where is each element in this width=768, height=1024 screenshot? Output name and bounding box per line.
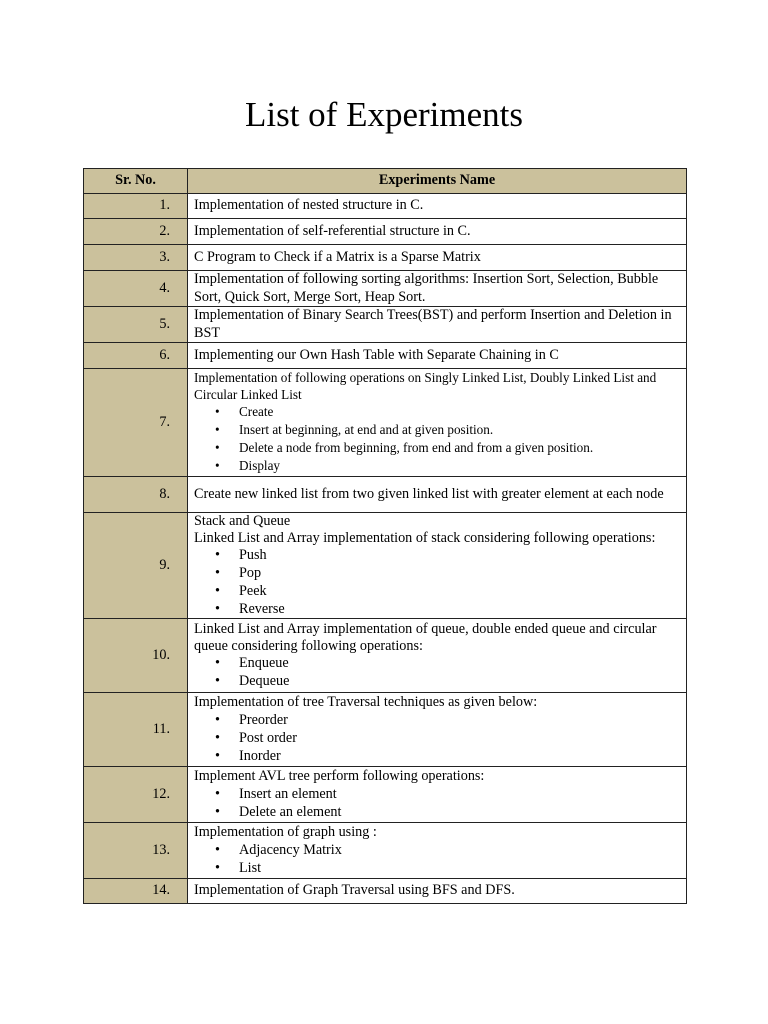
experiment-name: C Program to Check if a Matrix is a Sparse Matrix [188,245,687,271]
row-number: 9. [84,513,188,619]
row-number: 7. [84,369,188,477]
header-experiments-name: Experiments Name [188,169,687,194]
row-number: 2. [84,219,188,245]
experiment-cell [188,693,687,767]
row-number: 11. [84,693,188,767]
experiment-name: Implementation of self-referential structure in C. [188,219,687,245]
list-item: • Preorder [215,711,682,729]
row-number: 1. [84,194,188,219]
table-header-row [84,169,687,194]
experiment-cell [188,823,687,879]
table-row [84,369,687,477]
page-title: List of Experiments [244,95,523,134]
table-row [84,823,687,879]
row-number: 10. [84,619,188,693]
list-item: • Peek [215,582,682,600]
table-row [84,513,687,619]
header-sr-no: Sr. No. [84,169,188,194]
table-row [84,307,687,343]
experiment-name: Implement AVL tree perform following operations: [194,768,485,785]
list-item: • Create [215,403,682,421]
row-number: 5. [84,307,188,343]
operations-list [194,654,682,690]
list-item: • Push [215,546,682,564]
table-row [84,271,687,307]
experiment-name: Implementing our Own Hash Table with Separate Chaining in C [188,343,687,369]
experiment-cell [188,619,687,693]
row-number: 3. [84,245,188,271]
list-item: • Inorder [215,747,682,765]
list-item: • Post order [215,729,682,747]
experiment-name: Implementation of following operations on Singly Linked List, Doubly Linked List and Circular Linked List [194,370,657,402]
list-item: • Insert an element [215,785,682,803]
list-item: • Pop [215,564,682,582]
table-row [84,619,687,693]
operations-list [194,711,682,765]
table-row [84,879,687,904]
list-item: • Delete a node from beginning, from end and from a given position. [215,439,682,457]
experiment-name: Implementation of nested structure in C. [188,194,687,219]
list-item: • Delete an element [215,803,682,821]
operations-list [194,403,682,475]
experiment-name: Create new linked list from two given linked list with greater element at each node [188,477,687,513]
experiment-name: Implementation of Graph Traversal using BFS and DFS. [188,879,687,904]
operations-list [194,546,682,618]
list-item: • Insert at beginning, at end and at given position. [215,421,682,439]
row-number: 8. [84,477,188,513]
experiment-name: Implementation of graph using : [194,824,377,841]
list-item: • Enqueue [215,654,682,672]
experiment-name: Linked List and Array implementation of queue, double ended queue and circular queue considering following operations: [194,621,657,654]
experiment-name: Linked List and Array implementation of stack considering following operations: [194,529,656,546]
experiment-cell [188,369,687,477]
table-row [84,477,687,513]
row-number: 12. [84,767,188,823]
list-item: • Display [215,457,682,475]
operations-list [194,841,682,877]
row-number: 6. [84,343,188,369]
table-row [84,693,687,767]
experiment-cell [188,767,687,823]
table-row [84,194,687,219]
experiment-name: Implementation of following sorting algorithms: Insertion Sort, Selection, Bubble Sort, Quick Sort, Merge Sort, Heap Sort. [188,271,687,307]
table-row [84,343,687,369]
experiment-heading: Stack and Queue [194,513,291,529]
row-number: 13. [84,823,188,879]
list-item: • Adjacency Matrix [215,841,682,859]
table-row [84,767,687,823]
experiment-name: Implementation of tree Traversal techniques as given below: [194,694,538,711]
operations-list [194,785,682,821]
table-row [84,245,687,271]
list-item: • List [215,859,682,877]
experiments-table [83,168,687,904]
experiment-cell [188,513,687,619]
list-item: • Dequeue [215,672,682,690]
row-number: 4. [84,271,188,307]
experiment-name: Implementation of Binary Search Trees(BST) and perform Insertion and Deletion in BST [188,307,687,343]
list-item: • Reverse [215,600,682,618]
row-number: 14. [84,879,188,904]
table-row [84,219,687,245]
